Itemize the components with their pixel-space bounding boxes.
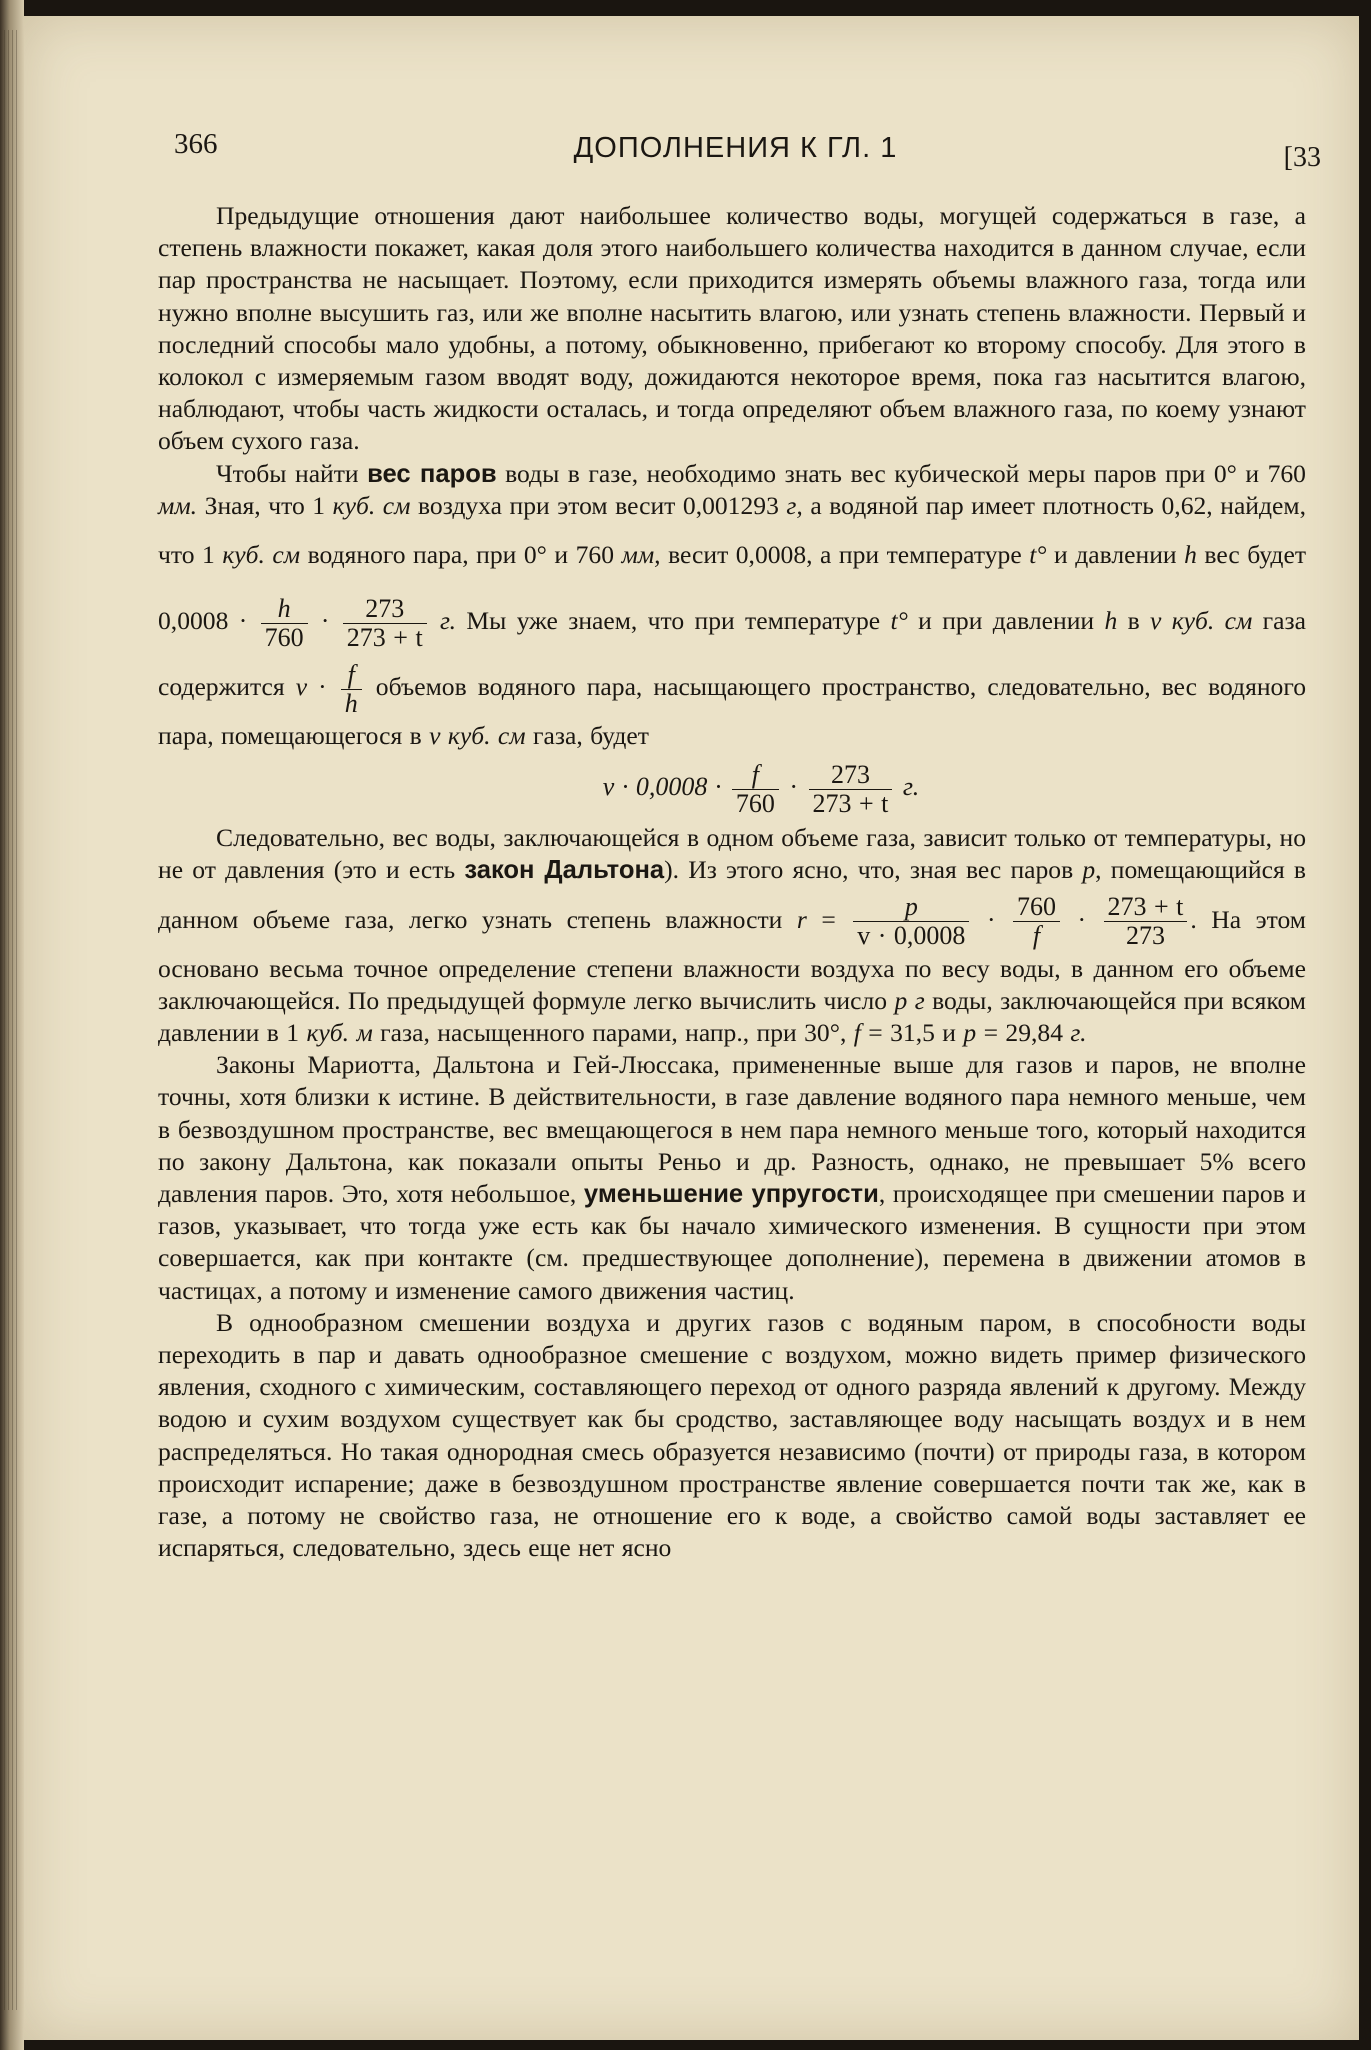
paragraph-2: Чтобы найти вес паров воды в газе, необходимо знать вес кубической меры паров при 0° и 760 мм. Зная, что 1 куб. см воздуха при этом весит 0,001293 г, а водяной пар имеет плотность 0,62, найдем, что 1 куб. см водяного пара, при 0° и 760 мм, весит 0,0008, а при температуре t° и давлении h вес будет 0,0008 · $\frac{h}{760}$ · $\frac{273}{273 + t}$ г. Мы уже знаем, что при температуре t° и при давлении h в v куб. см газа содержится v · $\frac{f}{h}$ объемов водяного пара, насыщающего пространство, следовательно, вес водяного пара, помещающегося в v куб. см газа, будет [158, 458, 1307, 751]
bold-term: закон Дальтона [464, 856, 665, 885]
paragraph-5: В однообразном смешении воздуха и других газов с водяным паром, в способности воды переходить в пар и давать однообразное смешение с воздухом, можно видеть пример физического явления, сходного с химическим, составляющего переход от одного разряда явлений к другому. Между водою и сухим воздухом существует как бы сродство, заставляющее воду насыщать воздух и в нем распределяться. Но такая однородная смесь образуется независимо (почти) от природы газа, в котором происходит испарение; даже в безвоздушном пространстве явление совершается почти так же, как в газе, а потому не свойство газа, не отношение его к воде, а свойство самой воды заставляет ее испаряться, следовательно, здесь еще нет ясно [158, 1307, 1306, 1563]
paragraph-4: Законы Мариотта, Дальтона и Гей-Люссака, примененные выше для газов и паров, не вполне точны, хотя близки к истине. В действительности, в газе давление водяного пара немного меньше, чем в безвоздушном пространстве, вес вмещающегося в нем пара немного меньше того, который находится по закону Дальтона, как показали опыты Реньо и др. Разность, однако, не превышает 5% всего давления паров. Это, хотя небольшое, уменьшение упругости, происходящее при смешении паров и газов, указывает, что тогда уже есть как бы начало химического изменения. В сущности при этом совершается, как при контакте (см. предшествующее дополнение), перемена в движении атомов в частицах, а потому и изменение самого движения частиц. [158, 1050, 1306, 1305]
bold-term: вес паров [367, 459, 497, 488]
page-stack-lines [4, 30, 20, 2010]
paragraph-1: Предыдущие отношения дают наибольшее количество воды, могущей содержаться в газе, а степень влажности покажет, какая доля этого наибольшего количества находится в данном случае, если пар пространства не насыщает. Поэтому, если приходится измерять объемы влажного газа, тогда или нужно вполне высушить газ, или же вполне насытить влагою, или узнать степень влажности. Первый и последний способы мало удобны, а потому, обыкновенно, прибегают ко второму способу. Для этого в колокол с измеряемым газом вводят воду, дожидаются некоторое время, пока газ насытится влагою, наблюдают, чтобы часть жидкости осталась, и тогда определяют объем влажного газа, по коему узнают объем сухого газа. [158, 201, 1306, 456]
paragraph-3: Следовательно, вес воды, заключающейся в одном объеме газа, зависит только от температуры, но не от давления (это и есть закон Дальтона). Из этого ясно, что, зная вес паров p, помещающийся в данном объеме газа, легко узнать степень влажности r = $\frac{p}{v \cdot 0,0008}$ · $\frac{760}{f}$ · $\frac{273 + t}{273}$ . На этом основано весьма точное определение степени влажности воздуха по весу воды, в данном его объеме заключающейся. По предыдущей формуле легко вычислить число p г воды, заключающейся при всяком давлении в 1 куб. м газа, насыщенного парами, напр., при 30°, f = 31,5 и p = 29,84 г. [158, 823, 1307, 1048]
page-body [158, 200, 1306, 1565]
running-title: ДОПОЛНЕНИЯ К ГЛ. 1 [573, 132, 898, 164]
book-spine-edge [0, 0, 24, 2050]
fraction: $\frac{p}{v \cdot 0,0008}$ [853, 893, 969, 950]
fraction: $\frac{760}{f}$ [1013, 893, 1060, 950]
page-header [150, 128, 1321, 178]
bold-term: уменьшение упругости [583, 1180, 879, 1209]
fraction: $\frac{f}{h}$ [341, 661, 362, 718]
fraction: $\frac{273}{273 + t}$ [809, 761, 893, 818]
fraction: $\frac{273}{273 + t}$ [343, 595, 427, 652]
display-formula: v · 0,0008 · $\frac{f}{760}$ · $\frac{273}{273 + t}$ г. [602, 759, 920, 818]
section-number: [33 [1283, 142, 1321, 173]
page-number: 366 [174, 128, 218, 160]
fraction: $\frac{273 + t}{273}$ [1104, 893, 1188, 950]
fraction: $\frac{h}{760}$ [261, 595, 308, 652]
fraction: $\frac{f}{760}$ [732, 761, 779, 818]
